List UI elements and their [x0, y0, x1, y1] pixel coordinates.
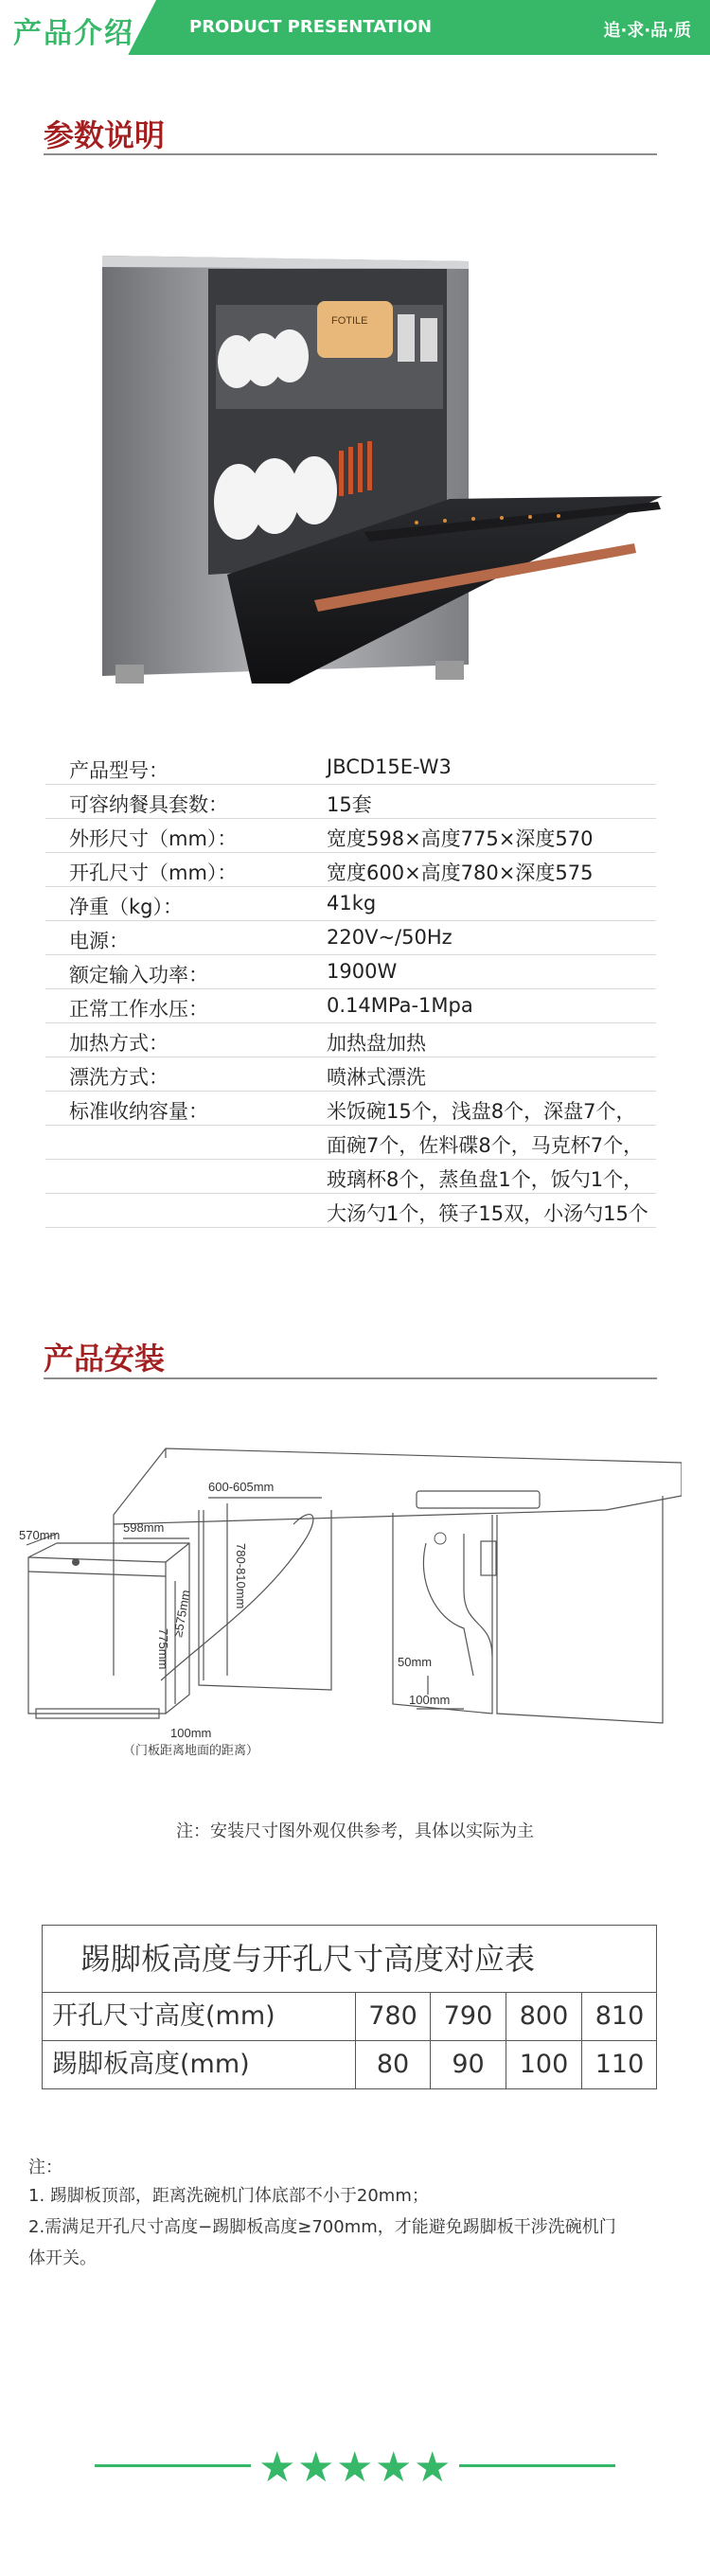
spec-label: 电源： [69, 930, 129, 952]
table-row [43, 1993, 656, 2041]
spec-value: 米饭碗15个，浅盘8个，深盘7个， [327, 1100, 636, 1123]
dim-bottom-note: （门板距离地面的距离） [123, 1743, 259, 1757]
dishwasher-product-image [95, 248, 663, 684]
spec-label: 标准收纳容量： [69, 1100, 208, 1123]
note-item: 2.需满足开孔尺寸高度−踢脚板高度≥700mm，才能避免踢脚板干涉洗碗机门 [28, 2217, 616, 2237]
spec-value: 220V~/50Hz [327, 926, 453, 949]
table-cell: 100 [506, 2041, 581, 2088]
row-label: 踢脚板高度(mm) [52, 2050, 250, 2079]
dim-machine-width: 598mm [123, 1520, 165, 1535]
spec-value: 加热盘加热 [327, 1032, 426, 1055]
row-label: 开孔尺寸高度(mm) [52, 2001, 275, 2031]
spec-label: 开孔尺寸（mm）： [69, 862, 238, 884]
table-cell: 780 [355, 1993, 430, 2040]
brand-tag: FOTILE [331, 315, 368, 327]
params-title: 参数说明 [44, 117, 166, 153]
utensil-basket [317, 301, 393, 358]
dim-machine-depth: 570mm [19, 1528, 61, 1542]
banner-slogan: 追·求·品·质 [603, 21, 691, 41]
table-cell: 790 [430, 1993, 506, 2040]
spec-value: 1900W [327, 960, 398, 983]
star-icon: ★ [297, 2443, 335, 2492]
spec-label: 额定输入功率： [69, 964, 208, 986]
star-icon: ★ [336, 2443, 374, 2492]
spec-value: 15套 [327, 793, 372, 816]
spec-label: 净重（kg）： [69, 896, 183, 918]
dim-cabinet-depth: ≥575mm [170, 1589, 193, 1639]
spec-value: 宽度598×高度775×深度570 [327, 827, 594, 850]
spec-label: 产品型号： [69, 759, 169, 782]
table-cell: 110 [581, 2041, 657, 2088]
spec-row [45, 784, 656, 819]
footer-line-left [95, 2464, 251, 2467]
note-item: 体开关。 [28, 2248, 97, 2268]
height-table [42, 1925, 657, 2089]
table-cell: 810 [581, 1993, 657, 2040]
star-icon: ★ [258, 2443, 296, 2492]
star-icon: ★ [375, 2443, 413, 2492]
spec-row [45, 1022, 656, 1057]
spec-value: 玻璃杯8个，蒸鱼盘1个，饭勺1个， [327, 1168, 644, 1191]
spec-row [45, 852, 656, 887]
spec-row [45, 1159, 656, 1194]
spec-label: 加热方式： [69, 1032, 169, 1055]
note-item: 1. 踢脚板顶部，距离洗碗机门体底部不小于20mm； [28, 2186, 429, 2206]
table-cell: 80 [355, 2041, 430, 2088]
dim-bottom-100: 100mm [170, 1726, 212, 1740]
spec-value: 0.14MPa-1Mpa [327, 994, 473, 1017]
install-title: 产品安装 [44, 1341, 166, 1377]
spec-row [45, 886, 656, 921]
spec-row [45, 1091, 656, 1126]
spec-value: 喷淋式漂洗 [327, 1066, 426, 1089]
dim-cabinet-height: 780-810mm [234, 1543, 248, 1609]
spec-row [45, 954, 656, 989]
spec-value: 面碗7个，佐料碟8个，马克杯7个， [327, 1134, 644, 1157]
spec-value: JBCD15E-W3 [327, 755, 452, 778]
star-icon: ★ [414, 2443, 452, 2492]
spec-row [45, 920, 656, 955]
spec-value: 大汤勺1个，筷子15双，小汤勺15个 [327, 1202, 648, 1225]
dim-pipe-100: 100mm [409, 1693, 451, 1707]
dim-machine-height: 775mm [156, 1628, 170, 1670]
spec-row [45, 1125, 656, 1160]
dim-cabinet-width: 600-605mm [208, 1480, 275, 1494]
params-title-underline [44, 153, 657, 155]
table-row [43, 2041, 656, 2088]
spec-row [45, 988, 656, 1023]
install-title-underline [44, 1377, 657, 1379]
spec-value: 宽度600×高度780×深度575 [327, 862, 594, 884]
notes-title: 注： [28, 2158, 62, 2177]
install-caption: 注：安装尺寸图外观仅供参考，具体以实际为主 [176, 1821, 534, 1841]
dim-pipe-50: 50mm [398, 1655, 433, 1669]
spec-label: 外形尺寸（mm）： [69, 827, 238, 850]
spec-value: 41kg [327, 892, 377, 915]
spec-label: 可容纳餐具套数： [69, 793, 228, 816]
footer-line-right [459, 2464, 615, 2467]
banner-title-en: PRODUCT PRESENTATION [189, 17, 433, 37]
banner-title-cn: 产品介绍 [13, 17, 134, 50]
spec-row [45, 818, 656, 853]
spec-label: 漂洗方式： [69, 1066, 169, 1089]
spec-row [45, 1057, 656, 1092]
spec-row [45, 1193, 656, 1228]
spec-label: 正常工作水压： [69, 998, 208, 1021]
height-table-title: 踢脚板高度与开孔尺寸高度对应表 [43, 1926, 656, 1993]
spec-row [45, 750, 656, 785]
table-cell: 90 [430, 2041, 506, 2088]
installation-diagram [19, 1439, 682, 1780]
table-cell: 800 [506, 1993, 581, 2040]
